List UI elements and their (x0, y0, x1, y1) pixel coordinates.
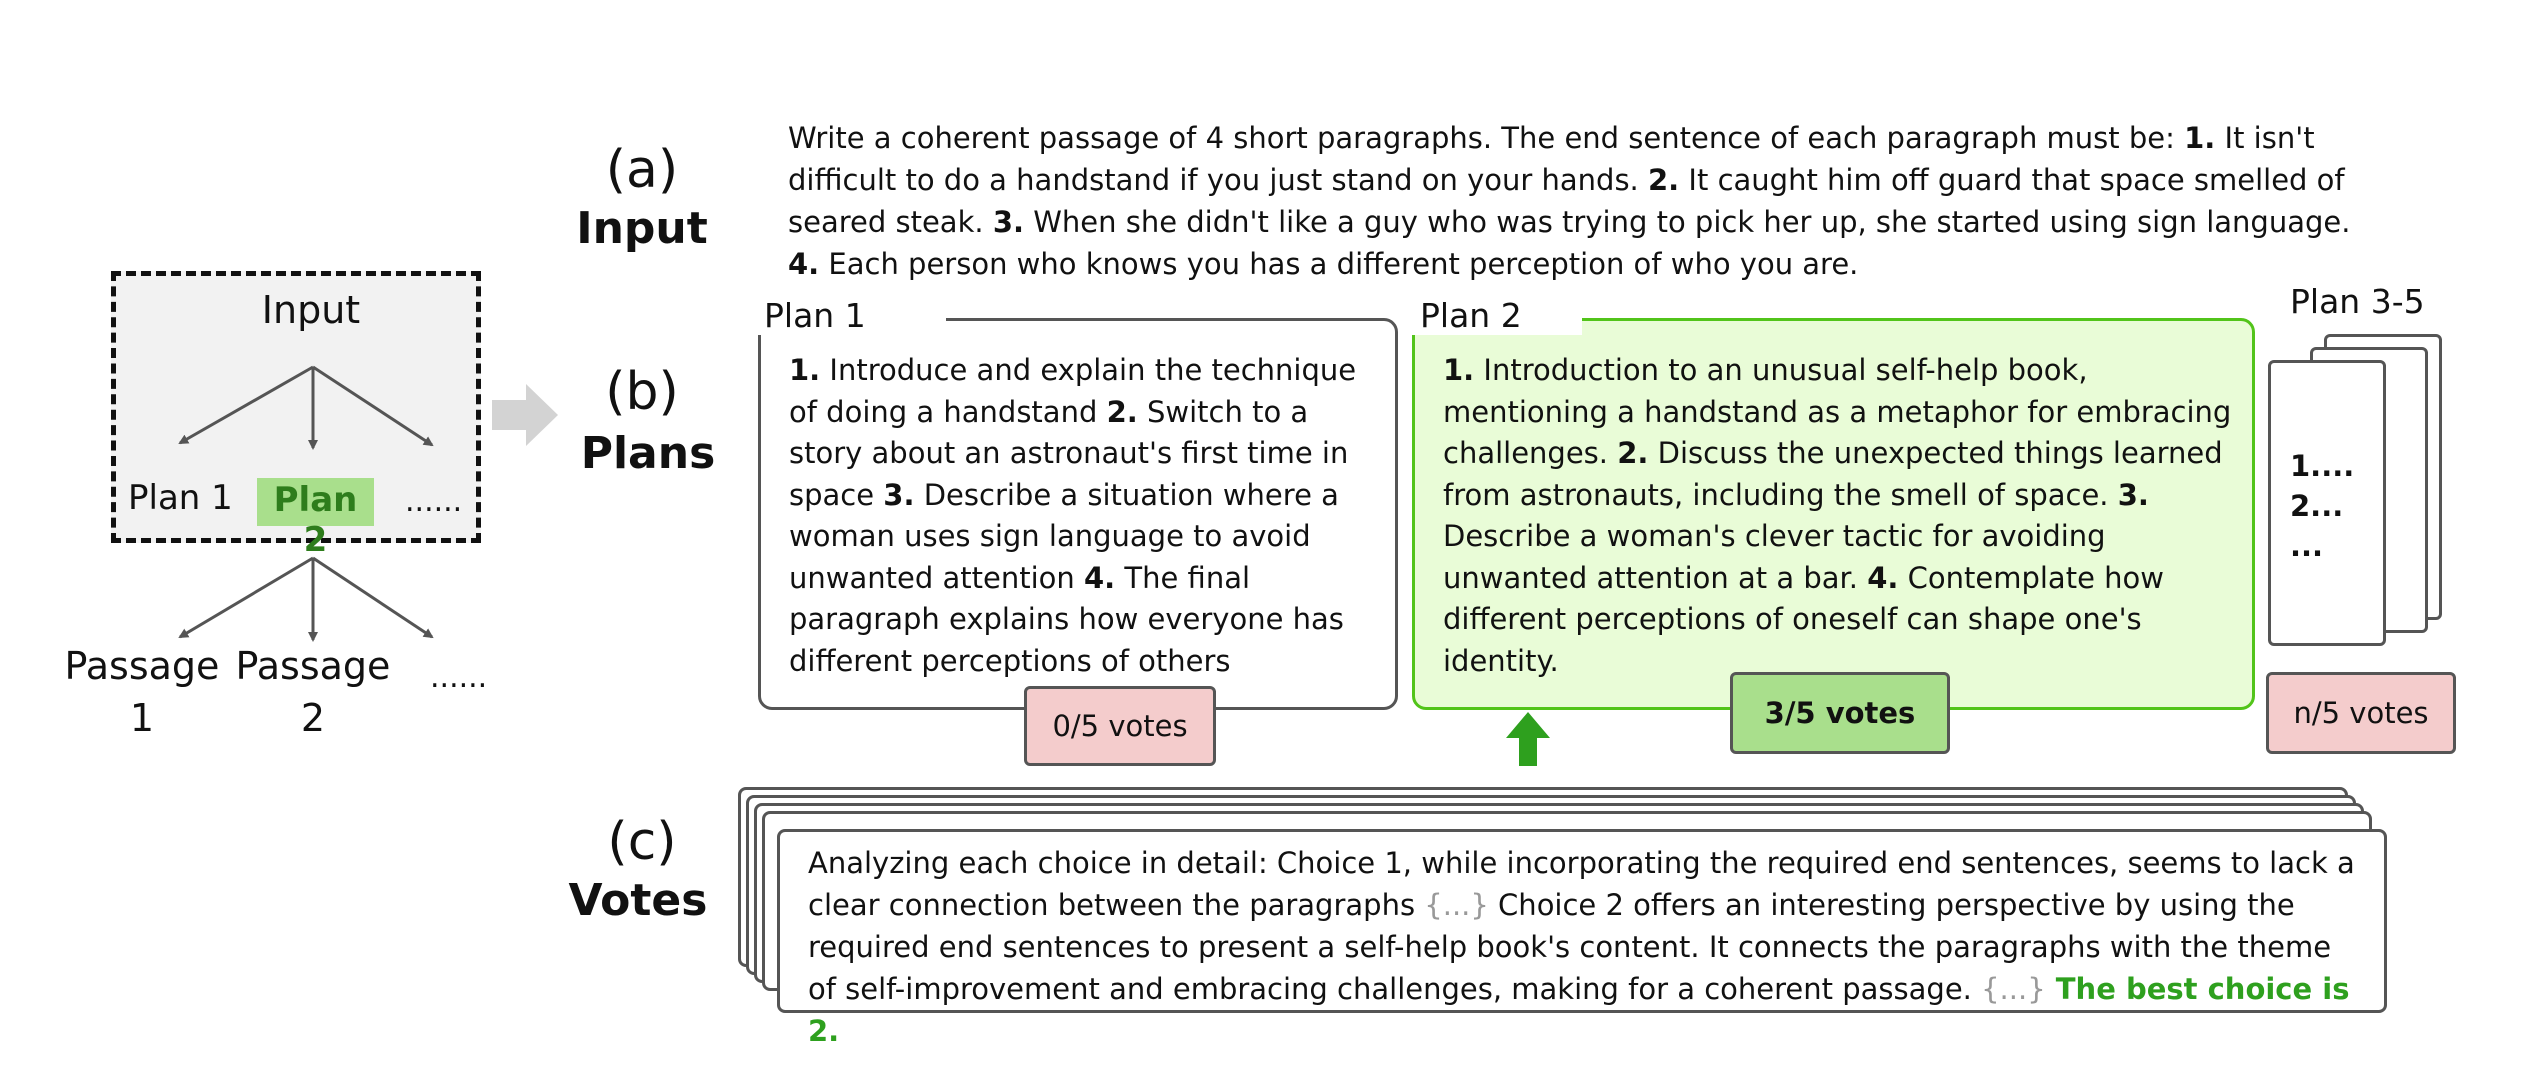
plan2-title: Plan 2 (1410, 296, 1582, 335)
tree-edge-passagemore (313, 558, 432, 637)
tree-arrows (0, 0, 560, 740)
plan1-title: Plan 1 (754, 296, 946, 335)
tree-passage1-label: Passage 1 (64, 644, 220, 740)
tree-plan-more: ...... (405, 484, 463, 519)
section-b-letter: (b) (605, 362, 679, 422)
plan1-text: 1. Introduce and explain the technique of doing a handstand 2. Switch to a story about an astronaut's first time in space 3. Describe a situation where a woman uses sign language to avoid unwanted attention 4. The final paragraph explains how everyone has different perceptions of others (789, 353, 1357, 678)
plan35-title: Plan 3-5 (2290, 282, 2425, 321)
tree-edge-passage1 (180, 558, 313, 637)
section-a-name: Input (576, 203, 708, 254)
selected-up-arrow-icon (1506, 712, 1550, 766)
plan2-text: 1. Introduction to an unusual self-help book, mentioning a handstand as a metaphor for embracing challenges. 2. Discuss the unexpected things learned from astronauts, including the smell of space. 3. Describe a woman's clever tactic for avoiding unwanted attention at a bar. 4. Contemplate how different perceptions of oneself can shape one's identity. (1443, 353, 2232, 678)
section-b-name: Plans (580, 428, 716, 479)
plan35-vote-badge: n/5 votes (2266, 672, 2456, 754)
section-a-letter: (a) (605, 140, 679, 200)
tree-edge-plan1 (180, 367, 313, 443)
tree-passage2-label: Passage 2 (235, 644, 391, 740)
input-prompt: Write a coherent passage of 4 short paragraphs. The end sentence of each paragraph must be: 1. It isn't difficult to do a handstand if you just stand on your hands. 2. It caught him off guard that space smelled of seared steak. 3. When she didn't like a guy who was trying to pick her up, she started using sign language. 4. Each person who knows you has a different perception of who you are. (788, 121, 2351, 281)
section-c-letter: (c) (607, 812, 677, 872)
tree-plan2-label: Plan 2 (273, 480, 358, 560)
plan2-vote-badge: 3/5 votes (1730, 672, 1950, 754)
votes-text: Analyzing each choice in detail: Choice 1, while incorporating the required end sentences, seems to lack a clear connection between the paragraphs {...} Choice 2 offers an interesting perspective by using the required end sentences to present a self-help book's content. It connects the paragraphs with the theme of self-improvement and embracing challenges, making for a coherent passage. {...} The best choice is 2. (808, 846, 2355, 1048)
tree-edge-planmore (313, 367, 432, 445)
tree-plan1-label: Plan 1 (128, 478, 233, 518)
tree-input-label: Input (261, 288, 361, 332)
plan1-vote-badge: 0/5 votes (1024, 686, 1216, 766)
tree-passage-more: ...... (430, 660, 488, 695)
plan35-text: 1.... 2... ... (2290, 449, 2355, 563)
section-c-name: Votes (568, 875, 708, 926)
